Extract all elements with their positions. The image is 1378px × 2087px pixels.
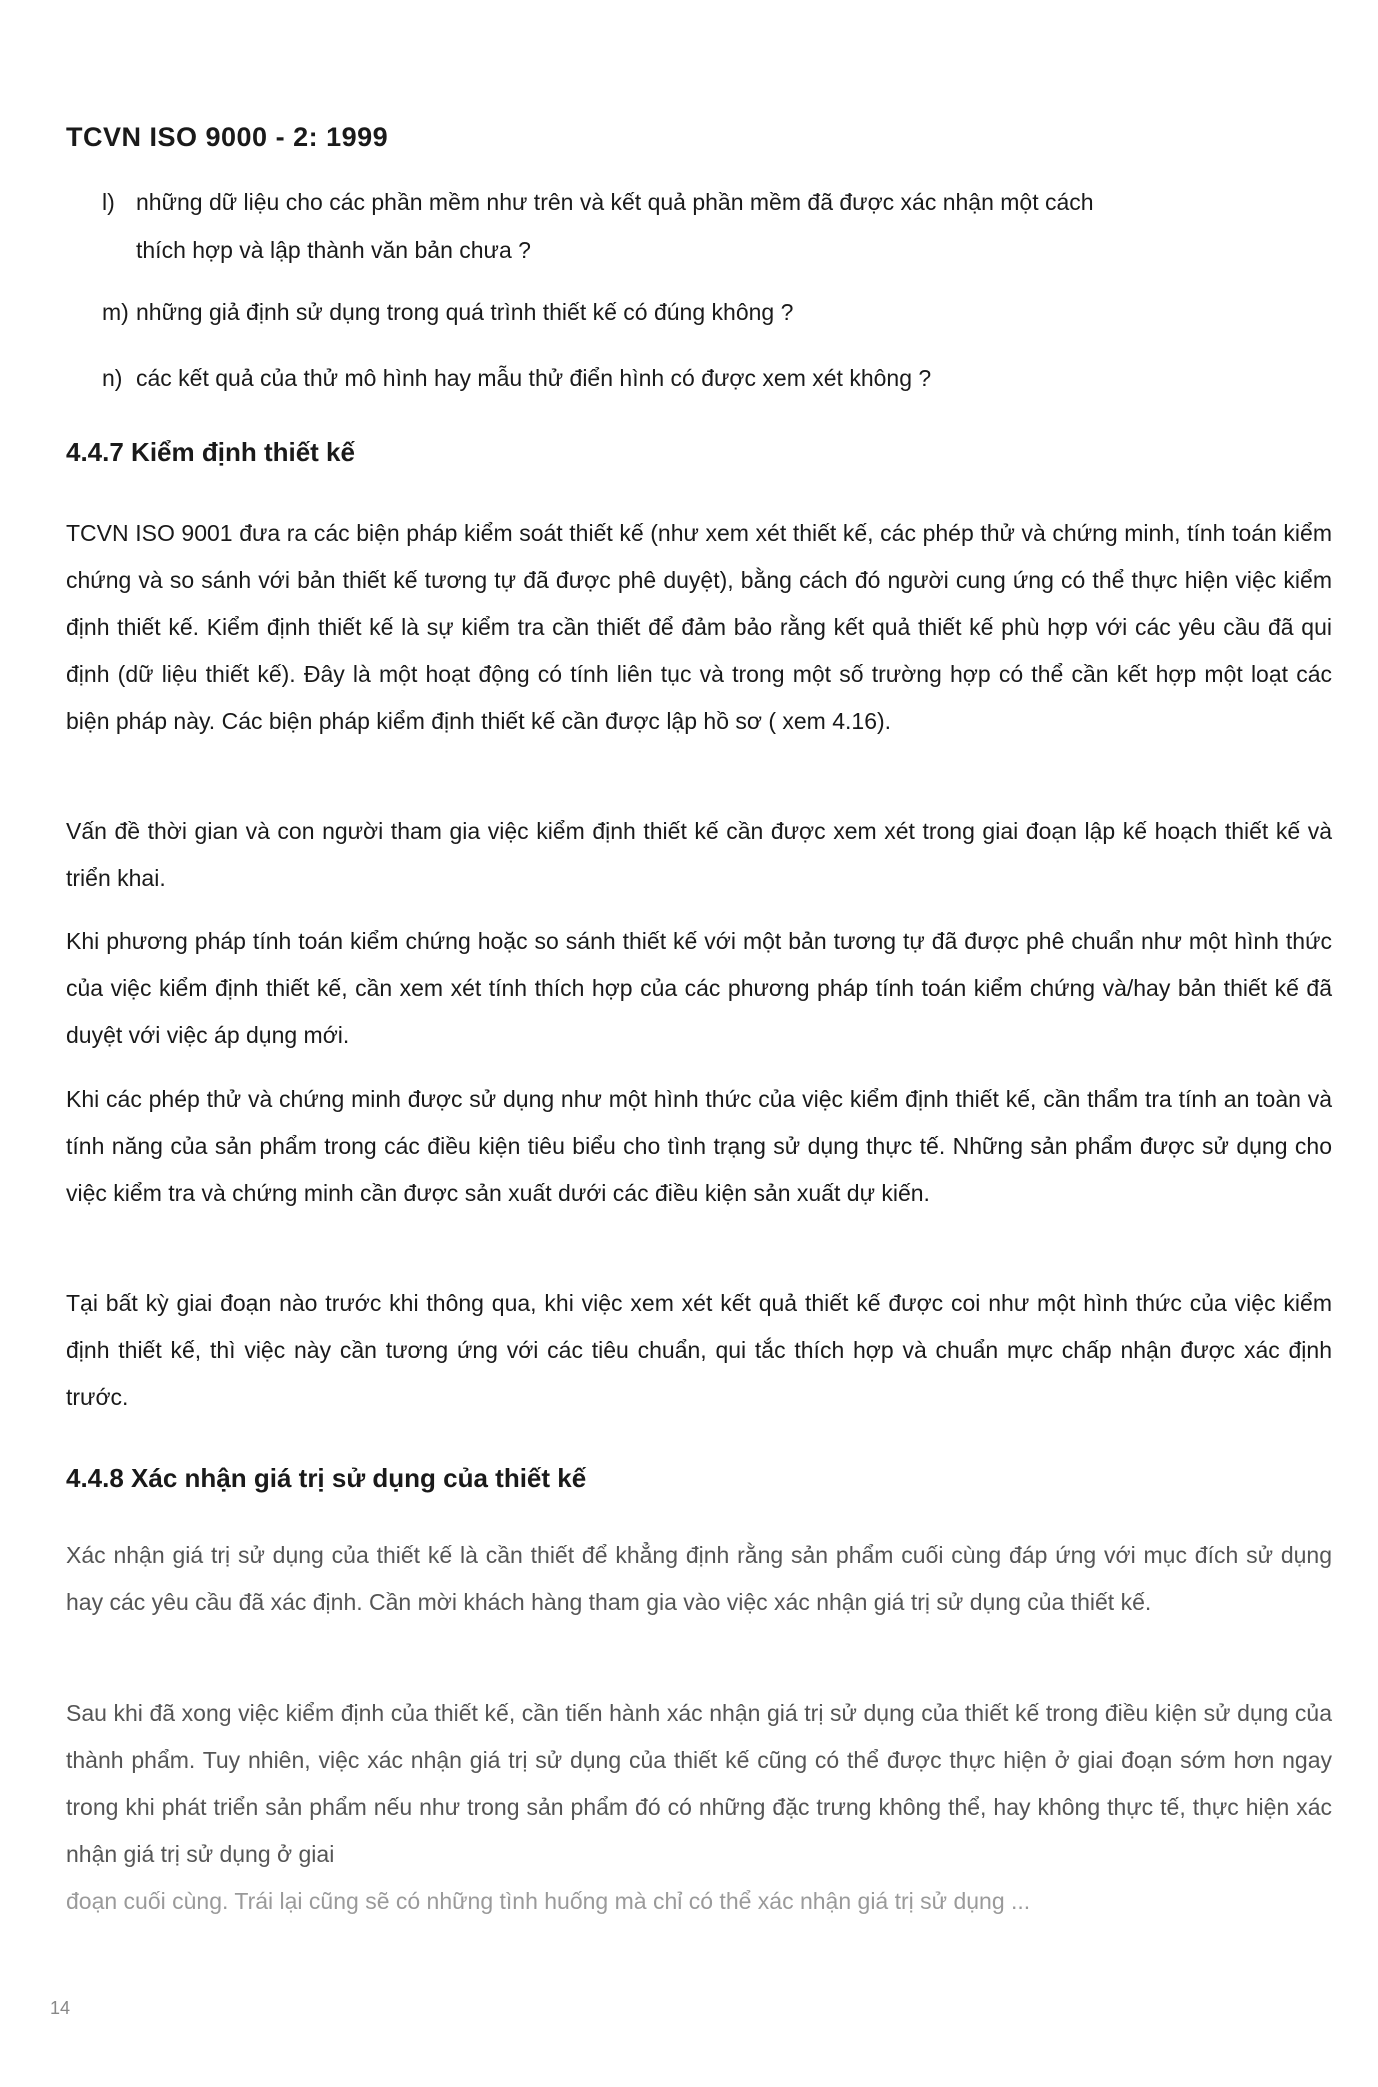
page-number: 14 (50, 1998, 71, 2018)
paragraph: TCVN ISO 9001 đưa ra các biện pháp kiểm soát thiết kế (như xem xét thiết kế, các phép thử và chứng minh, tính toán kiểm chứng và so sánh với bản thiết kế tương tự đã được phê duyệt), bằng cách đó người cung ứng có thể thực hiện việc kiểm định thiết kế. Kiểm định thiết kế là sự kiểm tra cần thiết để đảm bảo rằng kết quả thiết kế phù hợp với các yêu cầu đã qui định (dữ liệu thiết kế). Đây là một hoạt động có tính liên tục và trong một số trường hợp có thể cần kết hợp một loạt các biện pháp này. Các biện pháp kiểm định thiết kế cần được lập hồ sơ ( xem 4.16). (66, 520, 1332, 734)
list-item-m (102, 288, 1332, 336)
paragraph: Sau khi đã xong việc kiểm định của thiết kế, cần tiến hành xác nhận giá trị sử dụng của thiết kế trong điều kiện sử dụng của thành phẩm. Tuy nhiên, việc xác nhận giá trị sử dụng của thiết kế cũng có thể được thực hiện ở giai đoạn sớm hơn ngay trong khi phát triển sản phẩm nếu như trong sản phẩm đó có những đặc trưng không thể, hay không thực tế, thực hiện xác nhận giá trị sử dụng ở giai (66, 1700, 1332, 1867)
paragraph: Khi phương pháp tính toán kiểm chứng hoặc so sánh thiết kế với một bản tương tự đã được phê chuẩn như một hình thức của việc kiểm định thiết kế, cần xem xét tính thích hợp của các phương pháp tính toán kiểm chứng và/hay bản thiết kế đã duyệt với việc áp dụng mới. (66, 928, 1332, 1048)
list-item-label: l) (102, 189, 115, 215)
list-item-text: những dữ liệu cho các phần mềm như trên và kết quả phần mềm đã được xác nhận một cách (136, 189, 1094, 215)
section-title-4-4-7: 4.4.7 Kiểm định thiết kế (66, 437, 355, 467)
list-item-label: n) (102, 365, 123, 391)
list-item-l (102, 178, 1332, 274)
paragraph: Vấn đề thời gian và con người tham gia việc kiểm định thiết kế cần được xem xét trong giai đoạn lập kế hoạch thiết kế và triển khai. (66, 818, 1332, 891)
paragraph: đoạn cuối cùng. Trái lại cũng sẽ có những tình huống mà chỉ có thể xác nhận giá trị sử dụng ... (66, 1888, 1031, 1914)
list-item-label: m) (102, 299, 129, 325)
paragraph: Tại bất kỳ giai đoạn nào trước khi thông qua, khi việc xem xét kết quả thiết kế được coi như một hình thức của việc kiểm định thiết kế, thì việc này cần tương ứng với các tiêu chuẩn, qui tắc thích hợp và chuẩn mực chấp nhận được xác định trước. (66, 1290, 1332, 1410)
document-header: TCVN ISO 9000 - 2: 1999 (66, 122, 389, 152)
list-item-text: thích hợp và lập thành văn bản chưa ? (136, 237, 531, 263)
section-title-4-4-8: 4.4.8 Xác nhận giá trị sử dụng của thiết kế (66, 1463, 587, 1493)
list-item-n (102, 354, 1332, 402)
paragraph: Xác nhận giá trị sử dụng của thiết kế là cần thiết để khẳng định rằng sản phẩm cuối cùng đáp ứng với mục đích sử dụng hay các yêu cầu đã xác định. Cần mời khách hàng tham gia vào việc xác nhận giá trị sử dụng của thiết kế. (66, 1542, 1332, 1615)
list-item-text: các kết quả của thử mô hình hay mẫu thử điển hình có được xem xét không ? (136, 365, 932, 391)
paragraph: Khi các phép thử và chứng minh được sử dụng như một hình thức của việc kiểm định thiết kế, cần thẩm tra tính an toàn và tính năng của sản phẩm trong các điều kiện tiêu biểu cho tình trạng sử dụng thực tế. Những sản phẩm được sử dụng cho việc kiểm tra và chứng minh cần được sản xuất dưới các điều kiện sản xuất dự kiến. (66, 1086, 1332, 1206)
list-item-text: những giả định sử dụng trong quá trình thiết kế có đúng không ? (136, 299, 794, 325)
